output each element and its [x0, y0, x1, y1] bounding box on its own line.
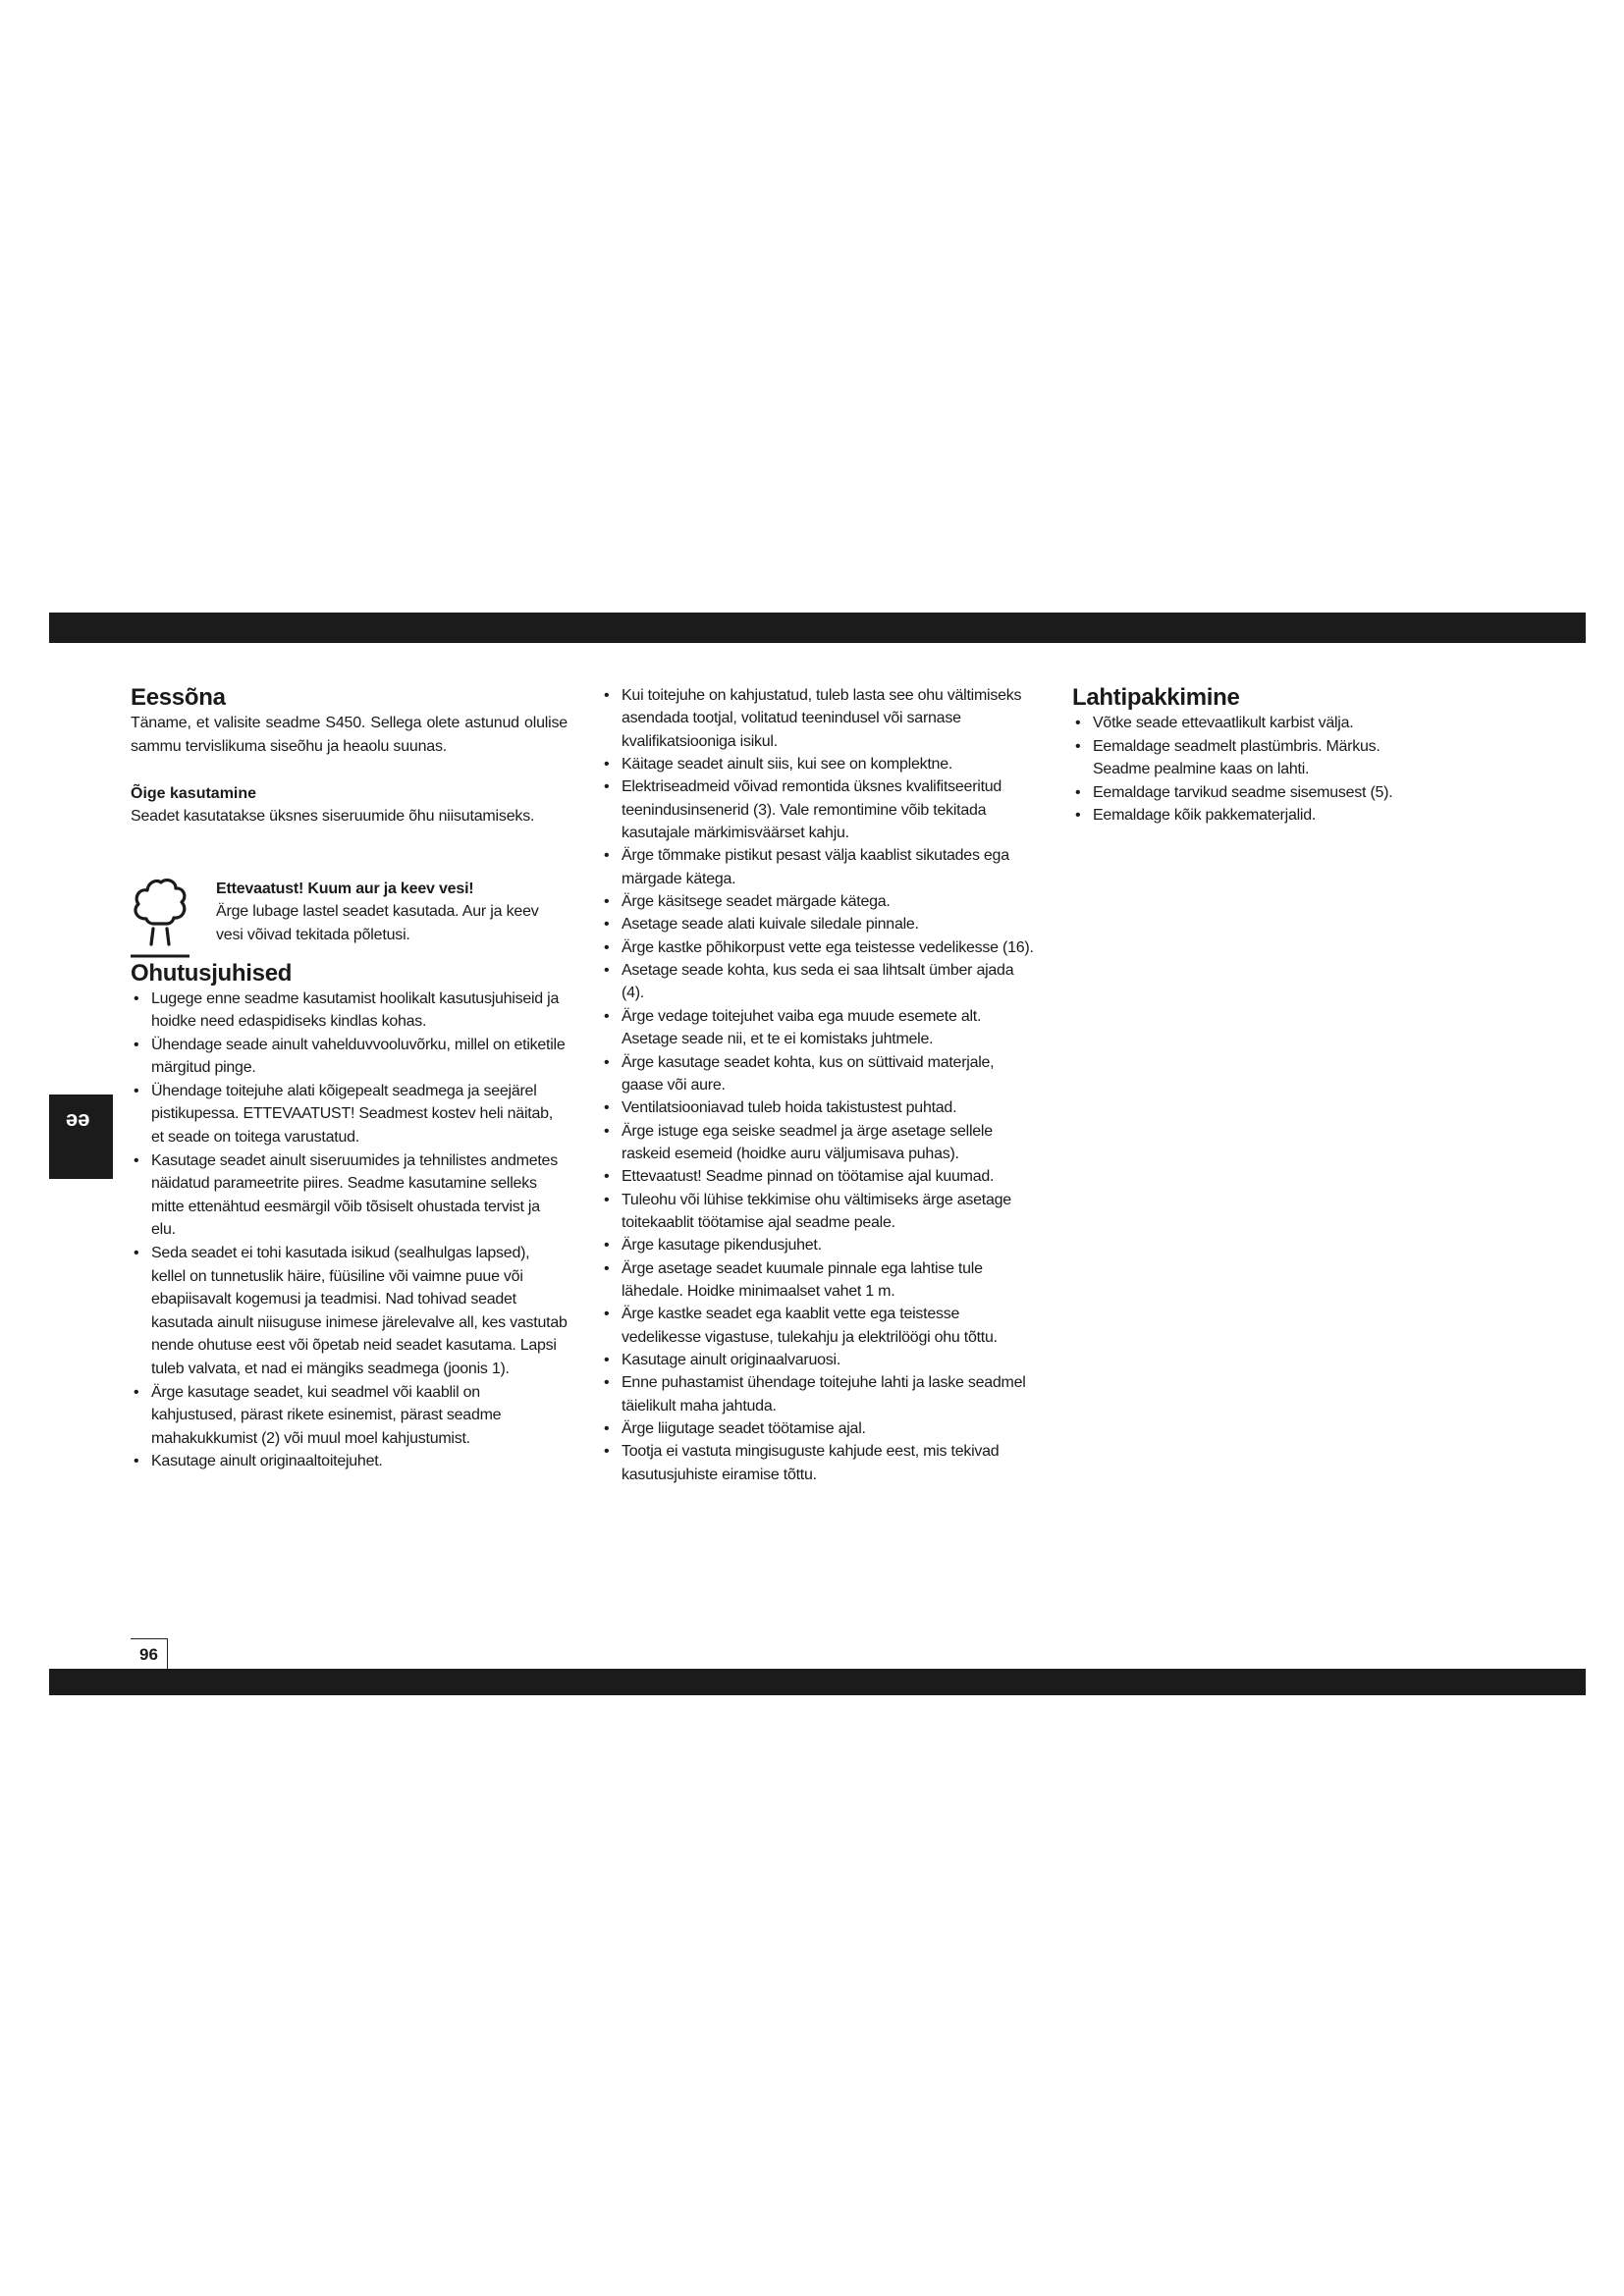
proper-use-text: Seadet kasutatakse üksnes siseruumide õhu niisutamiseks.: [131, 808, 535, 825]
list-item: • Tuleohu või lühise tekkimise ohu vältimiseks ärge asetage toitekaablit töötamise ajal seadme peale.: [604, 1191, 1011, 1231]
list-item: • Ärge tõmmake pistikut pesast välja kaablist sikutades ega märgade kätega.: [604, 847, 1009, 887]
list-item: • Ärge asetage seadet kuumale pinnale ega lahtise tule lähedale. Hoidke minimaalset vahet 1 m.: [604, 1259, 983, 1300]
column-left: [131, 684, 568, 1473]
footer-bar: [49, 1669, 1586, 1695]
list-item: • Seda seadet ei tohi kasutada isikud (sealhulgas lapsed), kellel on tunnetuslik häire, füüsiline või vaimne puue või ebapiisavalt kogemusi ja teadmisi. Nad tohivad seadet kasutada ainult niisuguse inimese järelevalve all, kes vastutab nende ohutuse eest või õpetab neid seadet kasutama. Lapsi tuleb valvata, et nad ei mängiks seadmega (joonis 1).: [134, 1245, 568, 1377]
language-tab: [49, 1095, 113, 1179]
list-item: • Ärge istuge ega seiske seadmel ja ärge asetage sellele raskeid esemeid (hoidke auru väljumisava puhas).: [604, 1122, 993, 1162]
list-item: • Eemaldage seadmelt plastümbris. Märkus. Seadme pealmine kaas on lahti.: [1075, 737, 1380, 778]
list-item: • Käitage seadet ainult siis, kui see on komplektne.: [604, 756, 953, 774]
list-item: • Tootja ei vastuta mingisuguste kahjude eest, mis tekivad kasutusjuhiste eiramise tõttu.: [604, 1443, 1000, 1483]
foreword-text: Täname, et valisite seadme S450. Sellega olete astunud olulise sammu tervislikuma siseõhu ja heaolu suunas.: [131, 715, 568, 755]
column-right: [1072, 684, 1426, 828]
hot-steam-warning-icon: [131, 878, 189, 958]
list-item: • Kui toitejuhe on kahjustatud, tuleb lasta see ohu vältimiseks asendada tootjal, volitatud teenindusel või sarnase kvalifikatsiooniga isikul.: [604, 687, 1022, 750]
list-item: • Kasutage seadet ainult siseruumides ja tehnilistes andmetes näidatud parameetrite piires. Seadme kasutamine selleks mitte ettenähtud eesmärgil võib tõsiselt ohustada tervist ja elu.: [134, 1151, 558, 1239]
list-item: • Eemaldage kõik pakkematerjalid.: [1075, 807, 1317, 825]
column-middle: [601, 684, 1038, 1486]
header-bar: [49, 613, 1586, 643]
list-item: • Ventilatsiooniavad tuleb hoida takistustest puhtad.: [604, 1099, 957, 1117]
list-item: • Ärge käsitsege seadet märgade kätega.: [604, 893, 891, 911]
list-item: • Ühendage toitejuhe alati kõigepealt seadmega ja seejärel pistikupessa. ETTEVAATUST! Seadmest kostev heli näitab, et seade on toitega varustatud.: [134, 1082, 553, 1147]
safety-list-col1: [131, 988, 568, 1473]
unpacking-list: [1072, 712, 1426, 828]
list-item: • Ärge kastke seadet ega kaablit vette ega teistesse vedelikesse vigastuse, tulekahju ja elektrilöögi ohu tõttu.: [604, 1306, 998, 1346]
warning-text: Ärge lubage lastel seadet kasutada. Aur ja keev vesi võivad tekitada põletusi.: [216, 903, 539, 943]
unpacking-title: Lahtipakkimine: [1072, 684, 1240, 711]
list-item: • Ärge kasutage seadet, kui seadmel või kaablil on kahjustused, pärast rikete esinemist, pärast seadme mahakukkumist (2) või muul moel kahjustumist.: [134, 1383, 502, 1447]
safety-list-col2: [601, 684, 1038, 1486]
list-item: • Ärge liigutage seadet töötamise ajal.: [604, 1420, 866, 1437]
list-item: • Asetage seade alati kuivale siledale pinnale.: [604, 916, 919, 934]
warning-text-block: [216, 878, 568, 947]
list-item: • Ettevaatust! Seadme pinnad on töötamise ajal kuumad.: [604, 1168, 995, 1186]
list-item: • Eemaldage tarvikud seadme sisemusest (5).: [1075, 783, 1393, 801]
proper-use-title: Õige kasutamine: [131, 785, 257, 802]
safety-title: Ohutusjuhised: [131, 959, 293, 987]
list-item: • Enne puhastamist ühendage toitejuhe lahti ja laske seadmel täielikult maha jahtuda.: [604, 1374, 1026, 1415]
steam-warning: [131, 878, 568, 958]
list-item: • Kasutage ainult originaaltoitejuhet.: [134, 1453, 383, 1470]
list-item: • Ärge kasutage seadet kohta, kus on süttivaid materjale, gaase või aure.: [604, 1053, 995, 1094]
language-code: ee: [66, 1109, 90, 1134]
list-item: • Võtke seade ettevaatlikult karbist välja.: [1075, 715, 1354, 731]
list-item: • Asetage seade kohta, kus seda ei saa lihtsalt ümber ajada (4).: [604, 962, 1014, 1002]
list-item: • Ärge kastke põhikorpust vette ega teistesse vedelikesse (16).: [604, 938, 1034, 956]
list-item: • Ärge kasutage pikendusjuhet.: [604, 1237, 822, 1255]
list-item: • Ühendage seade ainult vahelduvvooluvõrku, millel on etiketile märgitud pinge.: [134, 1036, 566, 1077]
warning-title: Ettevaatust! Kuum aur ja keev vesi!: [216, 880, 474, 897]
foreword-title: Eessõna: [131, 684, 226, 711]
list-item: • Kasutage ainult originaalvaruosi.: [604, 1351, 841, 1368]
list-item: • Ärge vedage toitejuhet vaiba ega muude esemete alt. Asetage seade nii, et te ei komistaks juhtmele.: [604, 1007, 982, 1048]
page-number: 96: [131, 1638, 168, 1669]
list-item: • Elektriseadmeid võivad remontida üksnes kvalifitseeritud teenindusinsenerid (3). Vale remontimine võib tekitada kasutajale märkimisväärset kahju.: [604, 778, 1002, 842]
list-item: • Lugege enne seadme kasutamist hoolikalt kasutusjuhiseid ja hoidke need edaspidiseks kindlas kohas.: [134, 989, 560, 1031]
